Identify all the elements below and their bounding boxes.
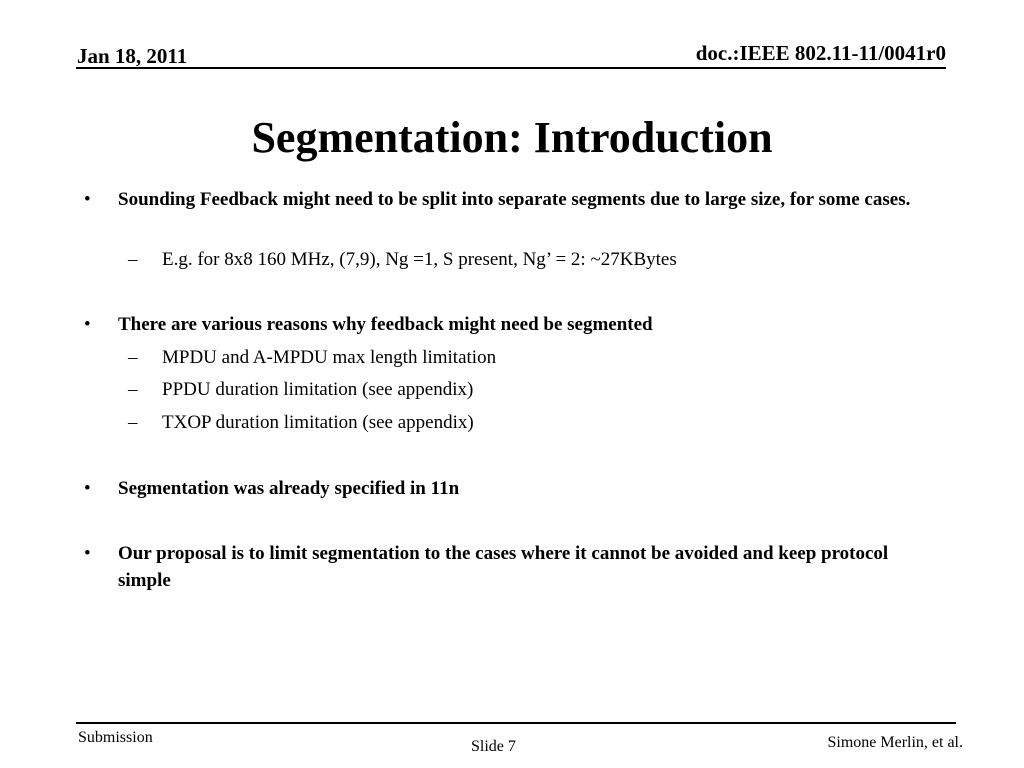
bullet-marker: • [84, 543, 91, 564]
dash-marker: – [128, 347, 138, 368]
subitem-2-1 [128, 344, 928, 371]
bullet-item-3 [84, 475, 934, 502]
bullet-item-2 [84, 311, 934, 338]
header-doc-id: doc.:IEEE 802.11-11/0041r0 [695, 41, 946, 65]
footer-slide-number: Slide 7 [471, 738, 516, 755]
subitem-1-1 [128, 246, 928, 273]
bullet-text: Sounding Feedback might need to be split into separate segments due to large size, for some cases. [118, 189, 911, 210]
footer-authors: Simone Merlin, et al. [827, 734, 963, 751]
header-date: Jan 18, 2011 [77, 44, 188, 68]
bullet-marker: • [84, 314, 91, 335]
bullet-marker: • [84, 478, 91, 499]
bullet-text: Our proposal is to limit segmentation to the cases where it cannot be avoided and keep protocol simple [118, 543, 889, 591]
subitem-text: E.g. for 8x8 160 MHz, (7,9), Ng =1, S present, Ng’ = 2: ~27KBytes [162, 249, 677, 270]
slide-title: Segmentation: Introduction [251, 113, 773, 162]
subitem-text: MPDU and A-MPDU max length limitation [162, 347, 497, 368]
bullet-item-4 [84, 540, 934, 594]
bullet-text: Segmentation was already specified in 11n [118, 478, 460, 499]
bullet-item-1 [84, 186, 934, 213]
dash-marker: – [128, 412, 138, 433]
dash-marker: – [128, 249, 138, 270]
subitem-2-2 [128, 376, 928, 403]
bullet-marker: • [84, 189, 91, 210]
dash-marker: – [128, 379, 138, 400]
bullet-text: There are various reasons why feedback might need be segmented [118, 314, 653, 335]
footer-submission: Submission [78, 729, 153, 746]
footer-divider [76, 722, 956, 724]
subitem-2-3 [128, 409, 928, 436]
subitem-text: PPDU duration limitation (see appendix) [162, 379, 474, 400]
subitem-text: TXOP duration limitation (see appendix) [162, 412, 474, 433]
